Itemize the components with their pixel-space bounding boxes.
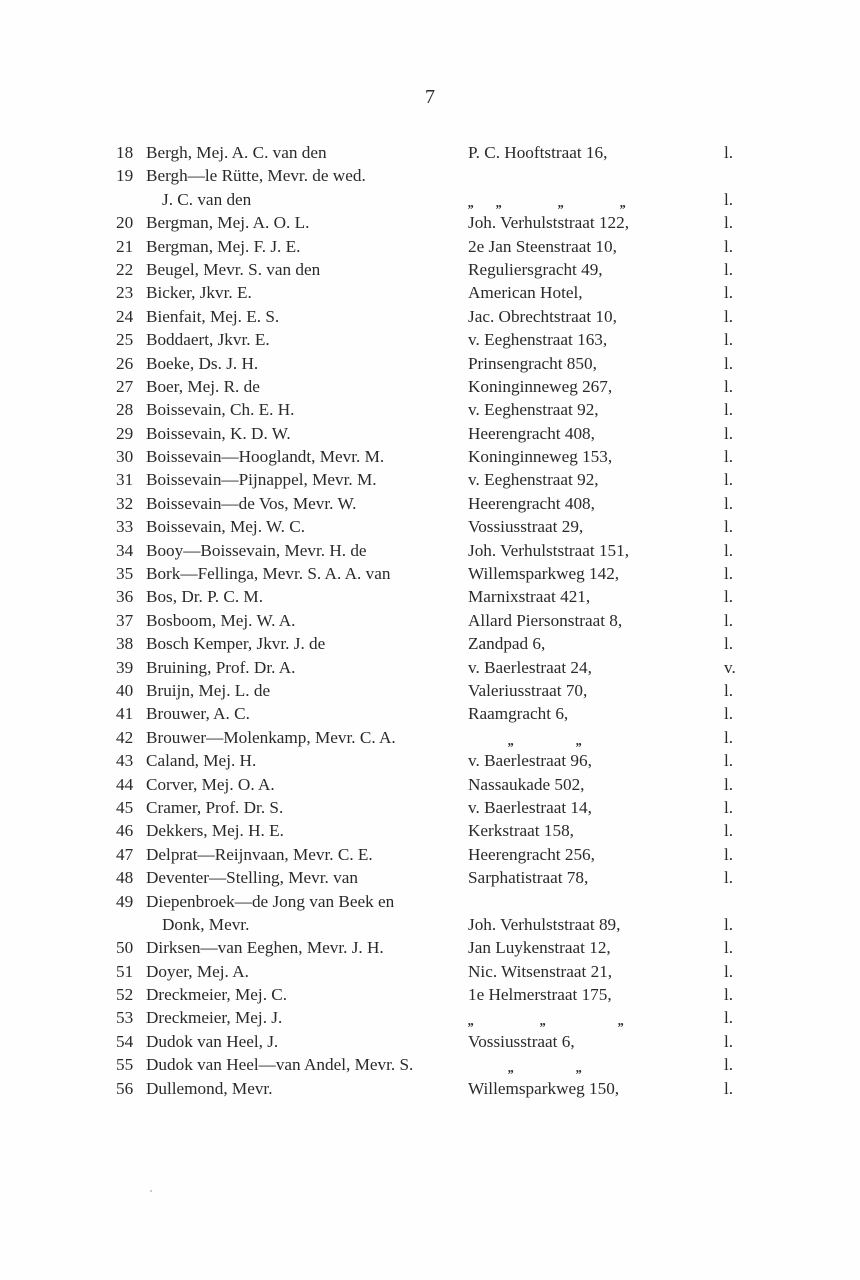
entry-name: Dudok van Heel—van Andel, Mevr. S. (146, 1055, 414, 1075)
entry-name: Dullemond, Mevr. (146, 1078, 273, 1098)
entry-name: Dreckmeier, Mej. C. (146, 985, 288, 1005)
list-entry (116, 656, 736, 679)
entry-number: 32 (116, 493, 134, 513)
entry-address: Heerengracht 256, (468, 844, 595, 864)
entry-number: 42 (116, 727, 134, 747)
list-entry (116, 281, 736, 304)
entry-suffix: l. (724, 470, 734, 490)
entry-name: Bruijn, Mej. L. de (146, 680, 271, 700)
entry-number: 28 (116, 400, 134, 420)
entry-name: Booy—Boissevain, Mevr. H. de (146, 540, 367, 560)
entry-name: Brouwer—Molenkamp, Mevr. C. A. (146, 727, 396, 747)
entry-number: 40 (116, 680, 134, 700)
entry-suffix: l. (724, 306, 734, 326)
list-entry (116, 960, 736, 983)
entry-name: Boer, Mej. R. de (146, 376, 260, 396)
list-entry (116, 515, 736, 538)
entry-name: Cramer, Prof. Dr. S. (146, 797, 284, 817)
entry-name: Corver, Mej. O. A. (146, 774, 275, 794)
entry-suffix: l. (724, 680, 734, 700)
entry-number: 22 (116, 259, 134, 279)
entry-suffix: l. (724, 774, 734, 794)
entry-number: 43 (116, 751, 134, 771)
entry-number: 45 (116, 797, 134, 817)
paper-speck (150, 1190, 152, 1192)
entry-address: Vossiusstraat 6, (468, 1031, 575, 1051)
list-entry (116, 422, 736, 445)
entry-suffix: l. (724, 1055, 734, 1075)
entry-address: 1e Helmerstraat 175, (468, 985, 612, 1005)
entry-name: Bicker, Jkvr. E. (146, 283, 252, 303)
entry-number: 21 (116, 236, 134, 256)
list-entry (116, 164, 736, 187)
entry-suffix: l. (724, 540, 734, 560)
entry-address: Joh. Verhulststraat 89, (468, 914, 621, 934)
list-entry (116, 1030, 736, 1053)
entry-address: Prinsengracht 850, (468, 353, 597, 373)
entry-suffix: l. (724, 259, 734, 279)
entry-name: Bork—Fellinga, Mevr. S. A. A. van (146, 564, 391, 584)
entry-suffix: l. (724, 1031, 734, 1051)
entry-address: Joh. Verhulststraat 122, (468, 213, 630, 233)
entry-number: 26 (116, 353, 134, 373)
entry-name: Dudok van Heel, J. (146, 1031, 279, 1051)
list-entry (116, 585, 736, 608)
list-entry (116, 398, 736, 421)
list-entry (116, 1006, 736, 1029)
entry-number: 34 (116, 540, 134, 560)
list-entry (116, 258, 736, 281)
entry-number: 50 (116, 938, 134, 958)
entry-number: 44 (116, 774, 134, 794)
entry-address: Vossiusstraat 29, (468, 517, 584, 537)
entry-number: 53 (116, 1008, 134, 1028)
entry-address: Marnixstraat 421, (468, 587, 591, 607)
entry-suffix: l. (724, 213, 734, 233)
ditto-mark: „ (508, 732, 515, 748)
entry-number: 19 (116, 166, 134, 186)
entry-number: 36 (116, 587, 134, 607)
entry-name: Deventer—Stelling, Mevr. van (146, 868, 358, 888)
entry-name: Bosch Kemper, Jkvr. J. de (146, 634, 326, 654)
entry-name: Diepenbroek—de Jong van Beek en (146, 891, 395, 911)
list-entry (116, 890, 736, 913)
entry-address: Nic. Witsenstraat 21, (468, 961, 613, 981)
entry-address: Koninginneweg 153, (468, 447, 613, 467)
entry-name: Boissevain, K. D. W. (146, 423, 291, 443)
entry-number: 23 (116, 283, 134, 303)
list-entry (116, 866, 736, 889)
list-entry (116, 492, 736, 515)
ditto-mark: „ (540, 1013, 547, 1029)
entry-suffix: l. (724, 353, 734, 373)
entry-address: v. Eeghenstraat 163, (468, 330, 608, 350)
entry-number: 52 (116, 985, 134, 1005)
list-entry (116, 1053, 736, 1076)
list-entry (116, 1077, 736, 1100)
entry-suffix: l. (724, 868, 734, 888)
entry-number: 20 (116, 213, 134, 233)
list-entry (116, 211, 736, 234)
entry-name: Boddaert, Jkvr. E. (146, 330, 270, 350)
list-entry (116, 468, 736, 491)
ditto-mark: „ (576, 1060, 583, 1076)
entry-name: Brouwer, A. C. (146, 704, 250, 724)
entry-suffix: l. (724, 400, 734, 420)
entry-number: 56 (116, 1078, 134, 1098)
list-entry (116, 562, 736, 585)
entry-number: 29 (116, 423, 134, 443)
ditto-mark: „ (468, 1013, 475, 1029)
member-list (116, 141, 736, 1100)
list-entry (116, 632, 736, 655)
list-entry (116, 983, 736, 1006)
entry-suffix: v. (724, 657, 736, 677)
entry-suffix: l. (724, 727, 734, 747)
list-entry (116, 141, 736, 164)
entry-name: Bosboom, Mej. W. A. (146, 610, 296, 630)
entry-number: 54 (116, 1031, 134, 1051)
entry-address: Valeriusstraat 70, (468, 680, 588, 700)
entry-address: Willemsparkweg 150, (468, 1078, 620, 1098)
entry-suffix: l. (724, 189, 734, 209)
list-entry (116, 352, 736, 375)
entry-number: 51 (116, 961, 134, 981)
entry-number: 31 (116, 470, 134, 490)
list-entry (116, 328, 736, 351)
entry-name: Boissevain, Mej. W. C. (146, 517, 305, 537)
entry-address: Raamgracht 6, (468, 704, 569, 724)
entry-suffix: l. (724, 493, 734, 513)
entry-address: Nassaukade 502, (468, 774, 585, 794)
entry-suffix: l. (724, 447, 734, 467)
entry-name: Delprat—Reijnvaan, Mevr. C. E. (146, 844, 373, 864)
entry-number: 27 (116, 376, 134, 396)
entry-address: Zandpad 6, (468, 634, 546, 654)
entry-address: Jac. Obrechtstraat 10, (468, 306, 617, 326)
ditto-mark: „ (558, 194, 565, 210)
entry-address: v. Baerlestraat 24, (468, 657, 592, 677)
entry-number: 48 (116, 868, 134, 888)
entry-address: P. C. Hooftstraat 16, (468, 143, 608, 162)
list-entry (116, 702, 736, 725)
entry-name: Boeke, Ds. J. H. (146, 353, 259, 373)
entry-suffix: l. (724, 985, 734, 1005)
list-entry (116, 679, 736, 702)
list-entry-continuation (116, 913, 736, 936)
entry-number: 37 (116, 610, 134, 630)
entry-address: Jan Luykenstraat 12, (468, 938, 611, 958)
entry-number: 46 (116, 821, 134, 841)
entry-suffix: l. (724, 564, 734, 584)
list-entry-continuation (116, 188, 736, 211)
ditto-mark: „ (508, 1060, 515, 1076)
entry-name: Boissevain—Pijnappel, Mevr. M. (146, 470, 377, 490)
list-entry (116, 609, 736, 632)
entry-suffix: l. (724, 961, 734, 981)
entry-number: 35 (116, 564, 134, 584)
entry-suffix: l. (724, 938, 734, 958)
entry-suffix: l. (724, 143, 734, 162)
list-entry (116, 843, 736, 866)
page-number: 7 (425, 86, 435, 108)
entry-address: 2e Jan Steenstraat 10, (468, 236, 617, 256)
entry-address: Heerengracht 408, (468, 423, 595, 443)
entry-number: 39 (116, 657, 134, 677)
ditto-mark: „ (496, 194, 503, 210)
entry-name: Dirksen—van Eeghen, Mevr. J. H. (146, 938, 384, 958)
entry-number: 25 (116, 330, 134, 350)
entry-number: 33 (116, 517, 134, 537)
list-entry (116, 539, 736, 562)
entry-name: Doyer, Mej. A. (146, 961, 249, 981)
entry-name-continuation: J. C. van den (162, 189, 252, 209)
entry-number: 49 (116, 891, 134, 911)
entry-name: Bergh, Mej. A. C. van den (146, 143, 327, 162)
list-entry (116, 796, 736, 819)
entry-suffix: l. (724, 1008, 734, 1028)
entry-number: 55 (116, 1055, 134, 1075)
entry-name: Boissevain, Ch. E. H. (146, 400, 295, 420)
entry-suffix: l. (724, 330, 734, 350)
entry-address: American Hotel, (468, 283, 583, 303)
entry-suffix: l. (724, 517, 734, 537)
list-entry (116, 819, 736, 842)
list-entry (116, 749, 736, 772)
entry-address: Sarphatistraat 78, (468, 868, 589, 888)
entry-address: Heerengracht 408, (468, 493, 595, 513)
entry-suffix: l. (724, 587, 734, 607)
entry-number: 41 (116, 704, 134, 724)
entry-address: v. Baerlestraat 14, (468, 797, 592, 817)
entry-suffix: l. (724, 821, 734, 841)
list-entry (116, 235, 736, 258)
ditto-mark: „ (576, 732, 583, 748)
entry-suffix: l. (724, 236, 734, 256)
entry-address: Koninginneweg 267, (468, 376, 613, 396)
entry-address: Kerkstraat 158, (468, 821, 574, 841)
ditto-mark: „ (620, 194, 627, 210)
entry-name-continuation: Donk, Mevr. (162, 914, 250, 934)
entry-name: Dreckmeier, Mej. J. (146, 1008, 283, 1028)
list-entry (116, 773, 736, 796)
entry-name: Bergman, Mej. A. O. L. (146, 213, 310, 233)
entry-suffix: l. (724, 914, 734, 934)
entry-name: Beugel, Mevr. S. van den (146, 259, 321, 279)
list-entry (116, 726, 736, 749)
ditto-mark: „ (468, 194, 475, 210)
entry-address: Willemsparkweg 142, (468, 564, 620, 584)
entry-suffix: l. (724, 1078, 734, 1098)
entry-name: Bos, Dr. P. C. M. (146, 587, 264, 607)
entry-suffix: l. (724, 423, 734, 443)
entry-name: Dekkers, Mej. H. E. (146, 821, 284, 841)
entry-name: Bruining, Prof. Dr. A. (146, 657, 296, 677)
ditto-mark: „ (618, 1013, 625, 1029)
entry-address: Allard Piersonstraat 8, (468, 610, 623, 630)
entry-suffix: l. (724, 376, 734, 396)
list-entry (116, 445, 736, 468)
entry-suffix: l. (724, 610, 734, 630)
entry-suffix: l. (724, 751, 734, 771)
entry-suffix: l. (724, 634, 734, 654)
entry-address: Joh. Verhulststraat 151, (468, 540, 630, 560)
entry-number: 18 (116, 143, 134, 162)
entry-suffix: l. (724, 797, 734, 817)
entry-number: 30 (116, 447, 134, 467)
entry-suffix: l. (724, 844, 734, 864)
entry-address: Reguliersgracht 49, (468, 259, 603, 279)
list-entry (116, 936, 736, 959)
entry-name: Boissevain—de Vos, Mevr. W. (146, 493, 357, 513)
list-entry (116, 305, 736, 328)
entry-address: v. Eeghenstraat 92, (468, 400, 599, 420)
list-entry (116, 375, 736, 398)
entry-number: 38 (116, 634, 134, 654)
entry-name: Caland, Mej. H. (146, 751, 257, 771)
entry-address: v. Baerlestraat 96, (468, 751, 592, 771)
entry-suffix: l. (724, 704, 734, 724)
entry-name: Boissevain—Hooglandt, Mevr. M. (146, 447, 385, 467)
entry-suffix: l. (724, 283, 734, 303)
entry-name: Bienfait, Mej. E. S. (146, 306, 280, 326)
entry-number: 24 (116, 306, 134, 326)
entry-name: Bergh—le Rütte, Mevr. de wed. (146, 166, 366, 186)
entry-name: Bergman, Mej. F. J. E. (146, 236, 301, 256)
entry-number: 47 (116, 844, 134, 864)
entry-address: v. Eeghenstraat 92, (468, 470, 599, 490)
